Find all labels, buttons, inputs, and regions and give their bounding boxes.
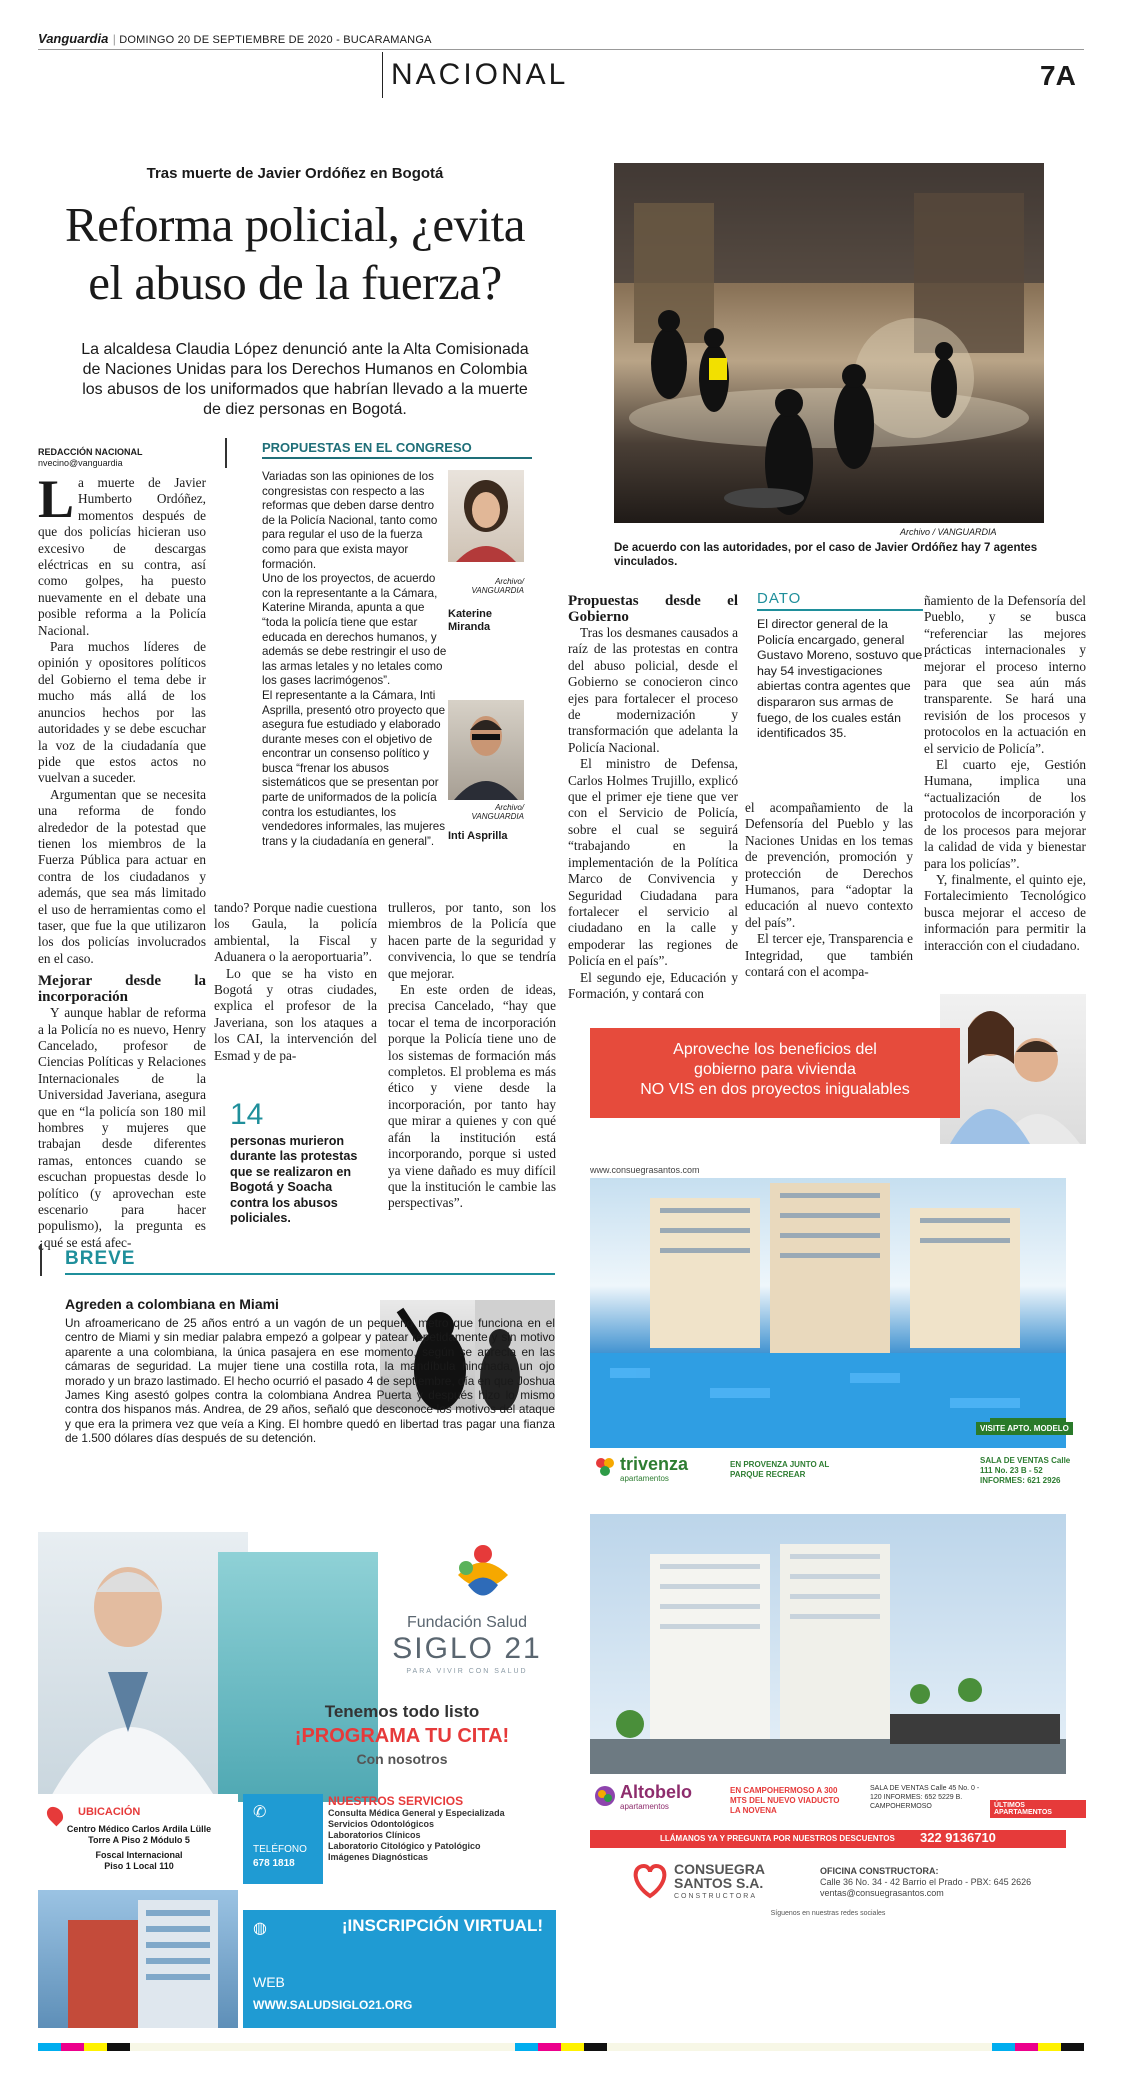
article-deck: La alcaldesa Claudia López denunció ante la Alta Comisionada de Naciones Unidas para los Derechos Humanos en Colombia los abusos de los uniformados que habrían llevado a la muerte de diez personas en Bogotá.	[81, 341, 529, 418]
ad-lead: Tenemos todo listo	[324, 1702, 480, 1721]
altobelo-logo	[594, 1785, 616, 1807]
police-riot-image	[614, 163, 1044, 523]
doctor-image	[38, 1532, 248, 1802]
dato-text: El director general de la Policía encargado, general Gustavo Moreno, sostuvo que hay 54 investigaciones abiertas contra agentes que dispararon sus armas de fuego, de los cuales están identificados 35.	[757, 617, 923, 741]
couple-image	[940, 994, 1086, 1144]
consuegra-phone: 322 9136710	[920, 1830, 996, 1845]
altobelo-render	[590, 1514, 1066, 1774]
stat-number: 14	[230, 1098, 264, 1131]
article-column-1: La muerte de Javier Humberto Ordóñez, momentos después de que dos policías hicieran uso excesivo de descargas eléctricas en su contra, así como golpes, ha puesto nuevamente en el debate una posible reforma a la Policía Nacional. Para muchos líderes de opinión y opositores políticos del Gobierno el tema debe ir mucho más allá de los anuncios hechos por las autoridades y se debe escuchar la voz de la ciudadanía que pide que estos actos no vuelvan a suceder. Argumentan que se necesita una reforma de fondo alrededor de la potestad que tienen los miembros de la Fuerza Pública para actuar en contra de los ciudadanos y además, que sea más limitado el uso de herramientas como el taser, que fue la que utilizaron los dos policías involucrados en el caso. Mejorar desde la incorporación Y aunque hablar de reforma a la Policía no es nuevo, Henry Cancelado, profesor de Ciencias Políticas y Relaciones Internacionales de la Universidad Javeriana, asegura que en “la policía son 180 mil hombres y mujeres que trabajan desde diferentes ramas, entonces cuando se escuchan propuestas desde lo político (y aprovechan este escenario para hacer populismo), la pregunta es ¿qué se está afec-	[38, 469, 206, 1250]
trivenza-render	[590, 1178, 1066, 1448]
box-photo-credit-2: Archivo/ VANGUARDIA	[471, 803, 524, 821]
right-column-2: el acompañamiento de la Defensoría del Pueblo y las Naciones Unidas en los temas de prevención, promoción y protección de Derechos Humanos, para “adoptar la educación al nuevo contexto del país”. El tercer eje, Transparencia e Integridad, que también contará con el acompa-	[745, 800, 913, 980]
photo-credit: Archivo / VANGUARDIA	[900, 527, 997, 537]
telefono-box: ✆ TELÉFONO 678 1818	[243, 1794, 323, 1884]
building-image	[38, 1890, 238, 2028]
dropcap: L	[38, 469, 75, 529]
ultimos-label: ÚLTIMOS APARTAMENTOS	[990, 1800, 1086, 1818]
visite-label: VISITE APTO. MODELO	[976, 1422, 1073, 1435]
name-inti: Inti Asprilla	[448, 830, 508, 842]
dateline: DOMINGO 20 DE SEPTIEMBRE DE 2020 - BUCARAMANGA	[119, 34, 432, 46]
trivenza-sala: SALA DE VENTAS Calle 111 No. 23 B - 52 INFORMES: 621 2926	[980, 1456, 1071, 1485]
subheading-gobierno: Propuestas desde el Gobierno	[568, 593, 738, 625]
consuegra-site: www.consuegrasantos.com	[590, 1165, 700, 1175]
trivenza-sub: apartamentos	[620, 1474, 669, 1483]
trivenza-location: EN PROVENZA JUNTO AL PARQUE RECREAR	[730, 1460, 830, 1479]
ad-cta: ¡PROGRAMA TU CITA!	[294, 1725, 510, 1747]
ad-consuegra	[570, 990, 1086, 2028]
name-katerine: Katerine Miranda	[448, 608, 493, 633]
congress-box-text: Variadas son las opiniones de los congresistas con respecto a las reformas que deben darse dentro de la Policía Nacional, tanto como para regular el uso de la fuerza como para que exista mayor formación. Uno de los proyectos, de acuerdo con la representante a la Cámara, Katerine Miranda, apunta a que “toda la policía tiene que estar educada en derechos humanos, y además se debe restringir el uso de las armas letales y no letales como los gases lacrimógenos”. El representante a la Cámara, Inti Asprilla, presentó otro proyecto que asegura fue estudiado y elaborado durante meses con el objetivo de encontrar un consenso político y busca “frenar los abusos sistemáticos que se presentan por parte de uniformados de la policía contra los estudiantes, los vendedores informales, las mujeres trans y la ciudadanía en general”.	[262, 470, 447, 848]
org-small: Fundación Salud	[406, 1614, 528, 1631]
phone-icon: ✆	[253, 1804, 267, 1821]
dato-title: DATO	[757, 590, 802, 607]
altobelo-name: Altobelo	[620, 1782, 692, 1802]
llamanos-text: LLÁMANOS YA Y PREGUNTA POR NUESTROS DESCUENTOS	[660, 1834, 895, 1843]
altobelo-location: EN CAMPOHERMOSO A 300 MTS DEL NUEVO VIADUCTO LA NOVENA	[730, 1786, 840, 1815]
photo-katerine	[448, 470, 524, 562]
altobelo-sub: apartamentos	[620, 1802, 669, 1811]
stat-text: personas murieron durante las protestas que se realizaron en Bogotá y Soacha contra los abusos policiales.	[230, 1134, 358, 1226]
servicios-box: NUESTROS SERVICIOS Consulta Médica General y Especializada Servicios Odontológicos Laboratorios Clínicos Laboratorio Citológico y Patológico Imágenes Diagnósticas	[328, 1794, 505, 1862]
redes-text: Síguenos en nuestras redes sociales	[770, 1910, 886, 1917]
right-column-3: ñamiento de la Defensoría del Pueblo, y se busca “referenciar las mejores prácticas internacionales y mejorar el proceso interno para que sea aún más transparente. Se hará una revisión de los procesos y protocolos en la actuación en el servicio de Policía”. El cuarto eje, Gestión Humana, implica una “actualización de los protocolos de incorporación y de los procesos para mejorar la calidad de vida y bienestar para los policías”. Y, finalmente, el quinto eje, Fortalecimiento Tecnológico busca mejorar el acceso de información para permitir la interacción con el ciudadano.	[924, 593, 1086, 953]
article-kicker: Tras muerte de Javier Ordóñez en Bogotá	[146, 165, 444, 182]
inscripcion-box: ◍ ¡INSCRIPCIÓN VIRTUAL! WEB WWW.SALUDSIGLO21.ORG	[243, 1910, 556, 2028]
article-column-3: trulleros, por tanto, son los miembros de la Policía que hacen parte de la seguridad y convivencia, lo que se tendría que mejorar. En este orden de ideas, precisa Cancelado, “hay que tocar el tema de incorporación porque la Policía tiene uno de los sistemas de formación más completos. El problema es más ético y viene desde la incorporación, por tanto hay que mirar a quienes y con qué afán la institución está incorporando, porque si usted ya viene dañado es muy difícil que la institución le cambie las perspectivas”.	[388, 900, 556, 1211]
byline: REDACCIÓN NACIONAL nvecino@vanguardia	[38, 447, 143, 468]
breve-title: Agreden a colombiana en Miami	[65, 1296, 279, 1312]
section-title: NACIONAL	[391, 58, 569, 91]
location-icon	[44, 1804, 67, 1827]
main-photo	[614, 163, 1044, 523]
ubicacion-box: UBICACIÓN Centro Médico Carlos Ardila Lülle Torre A Piso 2 Módulo 5 Foscal Internacional Piso 1 Local 110	[38, 1794, 238, 1884]
consuegra-brand: CONSUEGRA SANTOS S.A. CONSTRUCTORA	[674, 1861, 766, 1900]
article-column-2: tando? Porque nadie cuestiona los Gaula, la policía ambiental, la Fiscal y Aduanera o la aeroportuaria”. Lo que se ha visto en Bogotá y otras ciudades, explica el profesor de la Javeriana, son los ataques a los CAI, la intervención del Esmad y de pa-	[214, 900, 377, 1063]
subheading: Mejorar desde la incorporación	[38, 973, 206, 1006]
trivenza-name: trivenza	[620, 1454, 689, 1474]
ad-salud-siglo21	[38, 1532, 556, 2028]
breve-label: BREVE	[65, 1248, 136, 1269]
masthead: Vanguardia | DOMINGO 20 DE SEPTIEMBRE DE 2020 - BUCARAMANGA	[38, 30, 1084, 50]
box-title: PROPUESTAS EN EL CONGRESO	[262, 440, 472, 455]
siglo21-logo	[448, 1540, 518, 1610]
oficina-block: OFICINA CONSTRUCTORA: Calle 36 No. 34 - 42 Barrio el Prado - PBX: 645 2626 ventas@consuegrasantos.com	[820, 1866, 1032, 1898]
right-column-1: Propuestas desde el Gobierno Tras los desmanes causados a raíz de las protestas en contra del abuso policial, desde el Gobierno se conocieron cinco ejes para fortalecer el proceso de modernización y transformación que adelanta la Policía Nacional. El ministro de Defensa, Carlos Holmes Trujillo, explicó que el primer eje tiene que ver con el Servicio de Policía, sobre el cual se seguirá “trabajando en la implementación de la Política Marco de Convivencia y Seguridad Ciudadana para fortalecer el servicio al ciudadano en la calle y empoderar las regiones de Policía en el país”. El segundo eje, Educación y Formación, y contará con	[568, 593, 738, 1001]
ad-cta-sub: Con nosotros	[356, 1751, 448, 1767]
promo-banner: Aproveche los beneficios del gobierno para vivienda NO VIS en dos proyectos inigualables	[590, 1028, 960, 1118]
color-registration-bar	[38, 2043, 1084, 2051]
page-number: 7A	[1040, 60, 1076, 91]
brand-logo: Vanguardia	[38, 31, 109, 46]
trivenza-logo	[594, 1456, 616, 1478]
photo-inti	[448, 700, 524, 800]
article-headline: Reforma policial, ¿evita el abuso de la fuerza?	[64, 197, 526, 310]
org-tagline: PARA VIVIR CON SALUD	[406, 1668, 528, 1675]
org-big: SIGLO 21	[392, 1632, 542, 1665]
altobelo-sala: SALA DE VENTAS Calle 45 No. 0 - 120 INFORMES: 652 5229 B. CAMPOHERMOSO	[870, 1785, 980, 1810]
box-photo-credit: Archivo/ VANGUARDIA	[471, 577, 524, 595]
breve-text: Un afroamericano de 25 años entró a un vagón de un pequeño metro que funciona en el centro de Miami y sin mediar palabra empezó a golpear y patear repetidamente y sin motivo aparente a una colombiana, la única pasajera en ese momento, según se aprecia en las cámaras de seguridad. La mujer tiene una costilla rota, la mandíbula hinchada, un ojo morado y un brazo lastimado. El hecho ocurrió el pasado 4 de septiembre, día en que Joshua James King asestó golpes contra la colombiana Andrea Puerta y después hizo lo mismo contra dos hispanos más. Andrea, de 29 años, señaló que desconoce los motivos del ataque y que era la primera vez que veía a King. El hombre quedó en libertad tras pagar una fianza de 1.500 dólares días después de su detención.	[65, 1316, 555, 1446]
dato-box	[757, 590, 923, 742]
globe-icon: ◍	[253, 1920, 267, 1937]
photo-caption: De acuerdo con las autoridades, por el caso de Javier Ordóñez hay 7 agentes vinculados.	[614, 542, 1038, 568]
consuegra-logo	[630, 1860, 670, 1900]
